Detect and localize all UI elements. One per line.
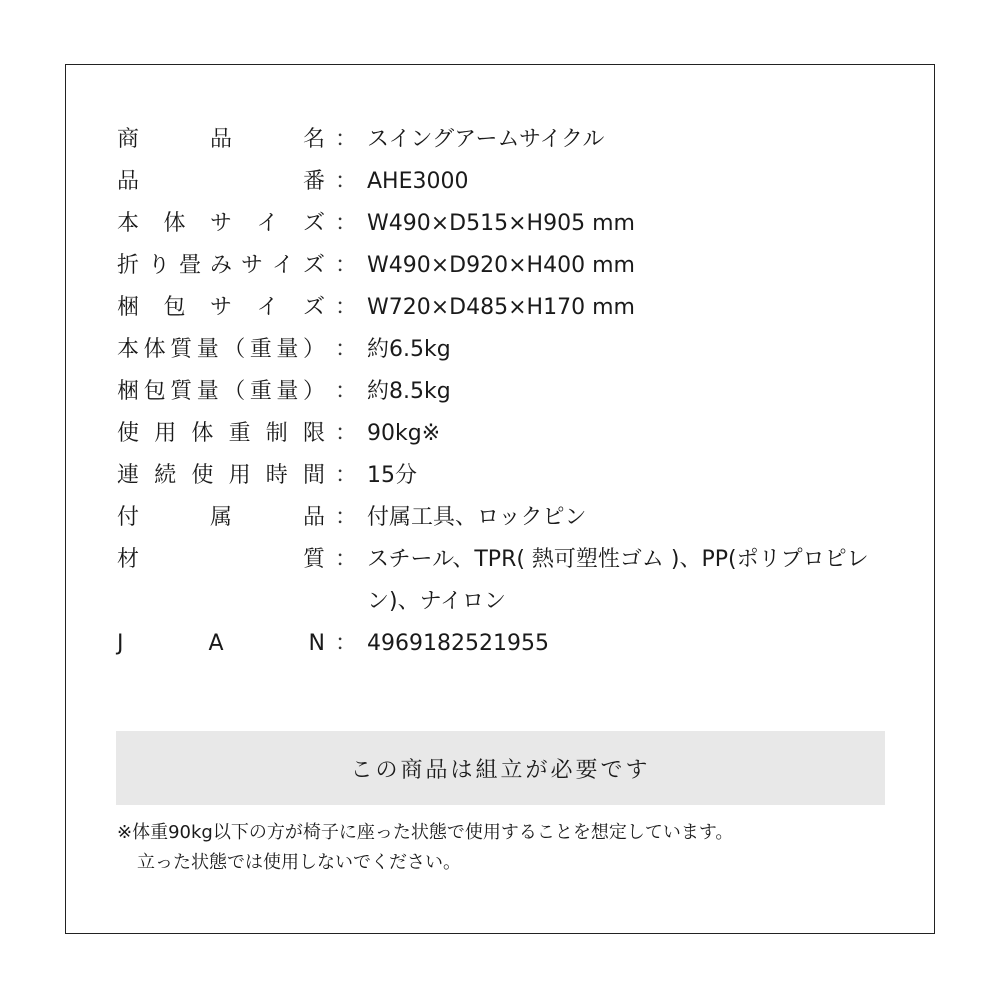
spec-colon: ： <box>334 169 357 194</box>
spec-label: 折 り 畳 み サ イ ズ <box>117 253 325 278</box>
spec-row <box>117 413 897 455</box>
spec-table <box>117 119 897 665</box>
spec-value: 約6.5kg <box>367 337 451 362</box>
spec-row <box>117 455 897 497</box>
spec-colon: ： <box>334 547 357 572</box>
spec-colon: ： <box>334 337 357 362</box>
spec-row <box>117 161 897 203</box>
spec-label: 品 番 <box>117 169 325 194</box>
spec-row <box>117 329 897 371</box>
spec-value: 4969182521955 <box>367 631 549 656</box>
spec-row <box>117 623 897 665</box>
spec-row <box>117 203 897 245</box>
spec-colon: ： <box>334 127 357 152</box>
spec-label: J A N <box>117 631 325 656</box>
spec-value: 約8.5kg <box>367 379 451 404</box>
spec-row <box>117 497 897 539</box>
footnote <box>117 818 907 878</box>
assembly-notice <box>116 731 885 805</box>
footnote-line-1: ※体重90kg以下の方が椅子に座った状態で使用することを想定しています。 <box>117 822 734 843</box>
spec-colon: ： <box>334 631 357 656</box>
spec-label: 梱 包 質 量 （ 重 量 ） <box>117 379 325 404</box>
spec-value: W720×D485×H170 mm <box>367 295 635 320</box>
spec-colon: ： <box>334 253 357 278</box>
spec-value: スチール、TPR( 熱可塑性ゴム )、PP(ポリプロピレン)、ナイロン <box>367 547 869 614</box>
spec-colon: ： <box>334 295 357 320</box>
spec-value: W490×D515×H905 mm <box>367 211 635 236</box>
spec-colon: ： <box>334 379 357 404</box>
spec-label: 付 属 品 <box>117 505 325 530</box>
spec-value: AHE3000 <box>367 169 469 194</box>
footnote-line-2: 立った状態では使用しないでください。 <box>137 852 461 873</box>
spec-row <box>117 245 897 287</box>
spec-colon: ： <box>334 211 357 236</box>
spec-label: 本 体 質 量 （ 重 量 ） <box>117 337 325 362</box>
spec-colon: ： <box>334 463 357 488</box>
spec-label: 梱 包 サ イ ズ <box>117 295 325 320</box>
spec-row <box>117 539 897 623</box>
spec-value: 90kg※ <box>367 421 441 446</box>
spec-value: 15分 <box>367 463 417 488</box>
spec-label: 商 品 名 <box>117 127 325 152</box>
spec-row <box>117 287 897 329</box>
spec-row <box>117 119 897 161</box>
spec-colon: ： <box>334 421 357 446</box>
assembly-notice-text: この商品は組立が必要です <box>350 757 651 783</box>
spec-row <box>117 371 897 413</box>
spec-label: 連 続 使 用 時 間 <box>117 463 325 488</box>
spec-colon: ： <box>334 505 357 530</box>
spec-value: 付属工具、ロックピン <box>367 505 587 530</box>
spec-label: 使 用 体 重 制 限 <box>117 421 325 446</box>
spec-label: 材 質 <box>117 547 325 572</box>
spec-label: 本 体 サ イ ズ <box>117 211 325 236</box>
spec-value: W490×D920×H400 mm <box>367 253 635 278</box>
spec-value: スイングアームサイクル <box>367 127 605 152</box>
